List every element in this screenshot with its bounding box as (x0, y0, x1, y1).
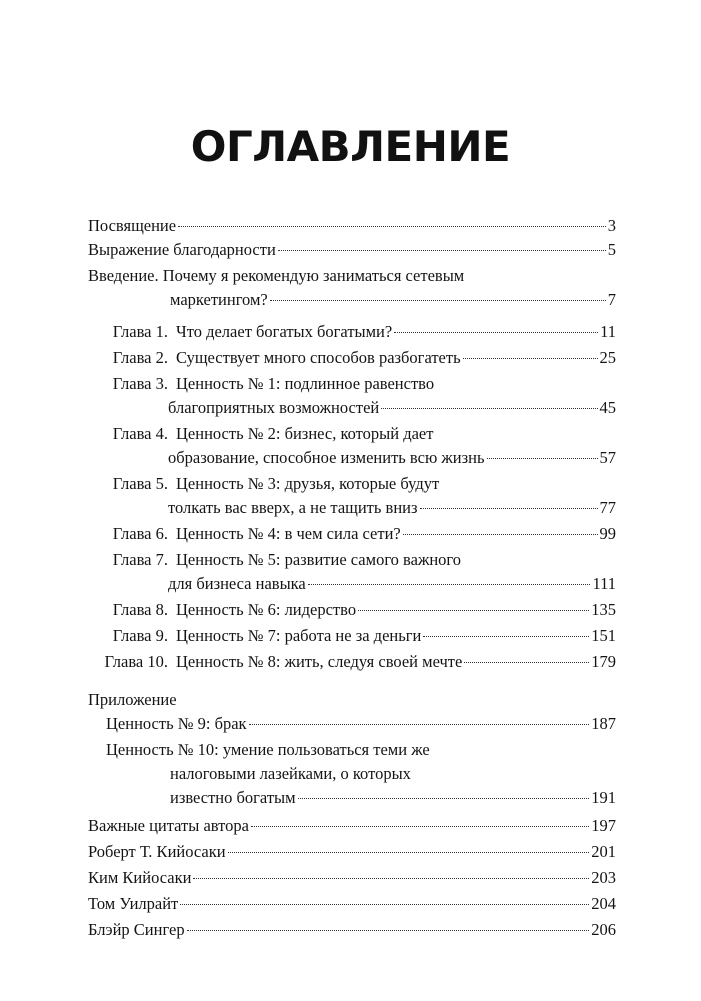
toc-entry-quotes[interactable] (88, 814, 616, 838)
toc-chapter-6[interactable] (88, 522, 616, 546)
toc-chapter-2[interactable] (88, 346, 616, 370)
toc-entry-introduction-line1[interactable]: Введение. Почему я рекомендую заниматься сетевым (88, 266, 465, 285)
toc-entry-label: Ценность № 4: в чем сила сети? (176, 524, 401, 543)
chapter-number: Глава 7. (112, 550, 168, 569)
leader-dots (308, 583, 591, 585)
leader-dots (251, 825, 589, 827)
leader-dots (278, 249, 606, 251)
toc-entry-label: Ценность № 5: развитие самого важного (176, 550, 462, 569)
toc-page-number: 191 (591, 788, 616, 807)
toc-entry-label: Ценность № 7: работа не за деньги (176, 626, 422, 645)
leader-dots (358, 609, 589, 611)
toc-entry-label: для бизнеса навыка (168, 574, 306, 593)
toc-page-number: 206 (591, 920, 616, 939)
toc-entry-label: Ценность № 3: друзья, которые будут (176, 474, 440, 493)
toc-entry-label: Том Уилрайт (88, 894, 179, 913)
toc-page-number: 3 (607, 216, 616, 235)
toc-page-number: 201 (591, 842, 616, 861)
toc-page-number: 11 (600, 322, 616, 341)
chapter-number: Глава 9. (112, 626, 168, 645)
leader-dots (487, 457, 598, 459)
leader-dots (193, 877, 589, 879)
toc-appendix-item-10-line1[interactable]: Ценность № 10: умение пользоваться теми же (106, 740, 430, 759)
leader-dots (394, 331, 598, 333)
toc-page-number: 5 (607, 240, 616, 259)
toc-entry-label: благоприятных возможностей (168, 398, 380, 417)
toc-entry-kim-kiyosaki[interactable] (88, 866, 616, 890)
chapter-number: Глава 8. (112, 600, 168, 619)
leader-dots (178, 225, 606, 227)
toc-page-number: 203 (591, 868, 616, 887)
toc-chapter-9[interactable] (88, 624, 616, 648)
toc-entry-label: Посвящение (88, 216, 177, 235)
toc-chapter-4-line1[interactable] (88, 422, 616, 446)
leader-dots (423, 635, 589, 637)
toc-entry-label: Ценность № 6: лидерство (176, 600, 357, 619)
toc-entry-label: Что делает богатых богатыми? (176, 322, 393, 341)
toc-page-number: 111 (592, 574, 616, 593)
leader-dots (270, 299, 606, 301)
leader-dots (464, 661, 589, 663)
toc-page-number: 179 (591, 652, 616, 671)
chapter-number: Глава 3. (112, 374, 168, 393)
leader-dots (249, 723, 590, 725)
leader-dots (228, 851, 590, 853)
toc-chapter-4[interactable] (168, 446, 616, 470)
toc-entry-acknowledgements[interactable] (88, 238, 616, 262)
toc-page-number: 135 (591, 600, 616, 619)
toc-page-number: 197 (591, 816, 616, 835)
toc-page-number: 45 (599, 398, 616, 417)
toc-chapter-5[interactable] (168, 496, 616, 520)
toc-entry-label: Ценность № 2: бизнес, который дает (176, 424, 434, 443)
toc-page-number: 7 (607, 290, 616, 309)
toc-entry-label: Ким Кийосаки (88, 868, 192, 887)
toc-entry-label: Существует много способов разбогатеть (176, 348, 461, 367)
toc-chapter-1[interactable] (88, 320, 616, 344)
toc-chapter-7[interactable] (168, 572, 616, 596)
toc-entry-label: маркетингом? (170, 290, 268, 309)
leader-dots (381, 407, 597, 409)
toc-page-number: 204 (591, 894, 616, 913)
toc-page-number: 57 (599, 448, 616, 467)
toc-page-number: 77 (599, 498, 616, 517)
toc-page-number: 187 (591, 714, 616, 733)
toc-page-number: 151 (591, 626, 616, 645)
leader-dots (180, 903, 589, 905)
toc-entry-label: Выражение благодарности (88, 240, 276, 259)
leader-dots (187, 929, 590, 931)
toc-entry-blair-singer[interactable] (88, 918, 616, 942)
leader-dots (420, 507, 598, 509)
toc-entry-dedication[interactable] (88, 214, 616, 238)
toc-entry-label: толкать вас вверх, а не тащить вниз (168, 498, 418, 517)
toc-page-number: 99 (599, 524, 616, 543)
page-title: ОГЛАВЛЕНИЕ (190, 122, 511, 171)
appendix-heading[interactable]: Приложение (88, 690, 177, 709)
toc-entry-label: образование, способное изменить всю жизнь (168, 448, 485, 467)
toc-chapter-5-line1[interactable] (88, 472, 616, 496)
toc-entry-introduction[interactable] (170, 288, 616, 312)
leader-dots (298, 797, 590, 799)
chapter-number: Глава 10. (104, 652, 168, 671)
chapter-number: Глава 6. (112, 524, 168, 543)
leader-dots (403, 533, 598, 535)
toc-appendix-item-9[interactable] (106, 712, 616, 736)
toc-appendix-item-10[interactable] (170, 786, 616, 810)
chapter-number: Глава 5. (112, 474, 168, 493)
toc-chapter-8[interactable] (88, 598, 616, 622)
toc-entry-label: Роберт Т. Кийосаки (88, 842, 226, 861)
toc-page-number: 25 (599, 348, 616, 367)
toc-entry-label: Важные цитаты автора (88, 816, 250, 835)
chapter-number: Глава 1. (112, 322, 168, 341)
toc-entry-label: Ценность № 9: брак (106, 714, 247, 733)
toc-entry-tom-wheelwright[interactable] (88, 892, 616, 916)
chapter-number: Глава 2. (112, 348, 168, 367)
toc-chapter-10[interactable] (88, 650, 616, 674)
toc-chapter-7-line1[interactable] (88, 548, 616, 572)
toc-entry-label: Ценность № 1: подлинное равенство (176, 374, 435, 393)
toc-entry-robert-kiyosaki[interactable] (88, 840, 616, 864)
toc-chapter-3-line1[interactable] (88, 372, 616, 396)
leader-dots (463, 357, 598, 359)
toc-entry-label: Блэйр Сингер (88, 920, 185, 939)
chapter-number: Глава 4. (112, 424, 168, 443)
toc-entry-label: известно богатым (170, 788, 296, 807)
toc-chapter-3[interactable] (168, 396, 616, 420)
toc-appendix-item-10-line2[interactable]: налоговыми лазейками, о которых (170, 764, 411, 783)
toc-entry-label: Ценность № 8: жить, следуя своей мечте (176, 652, 463, 671)
